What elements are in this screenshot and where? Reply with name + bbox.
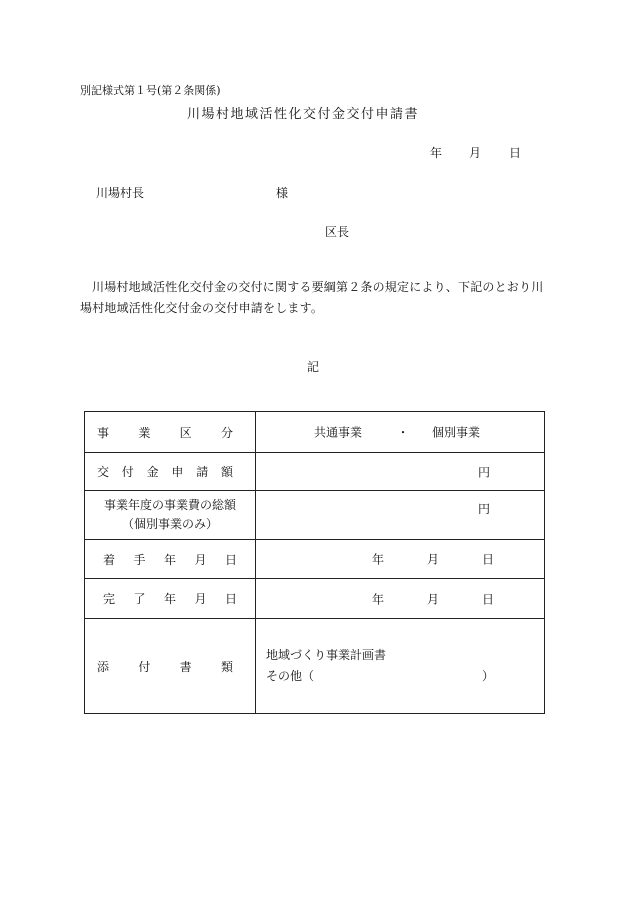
date-day-label: 日 [509,146,522,160]
document-title: 川場村地域活性化交付金交付申請書 [187,107,420,122]
project-category-label: 事 業 区 分 [85,412,256,453]
date-year-label: 年 [430,146,443,160]
attachments-field[interactable] [256,619,545,714]
month-unit: 月 [427,552,440,567]
application-table [84,411,545,714]
attachment-other[interactable]: その他（ ） [266,669,495,683]
option-common-project[interactable]: 共通事業 [314,425,363,440]
option-individual-project[interactable]: 個別事業 [432,425,481,440]
completion-date-field[interactable] [256,579,545,619]
attachments-label: 添 付 書 類 [85,619,256,714]
form-number: 別記様式第１号(第２条関係) [80,84,221,97]
table-row [85,412,545,453]
honorific: 様 [276,186,289,200]
table-row [85,579,545,619]
yen-unit: 円 [477,465,490,479]
project-category-options[interactable] [256,412,545,453]
month-unit: 月 [427,592,440,606]
total-cost-label: 事業年度の事業費の総額 （個別事業のみ） [85,491,256,540]
year-unit: 年 [372,552,385,567]
day-unit: 日 [482,552,495,567]
start-date-field[interactable] [256,540,545,579]
attachment-plan: 地域づくり事業計画書 [266,648,387,662]
start-date-label: 着 手 年 月 日 [85,540,256,579]
body-paragraph: 川場村地域活性化交付金の交付に関する要綱第２条の規定により、下記のとおり川場村地域活性化交付金の交付申請をします。 [80,280,544,315]
grant-amount-field[interactable] [256,453,545,491]
applicant-title: 区長 [325,225,350,239]
total-cost-field[interactable] [256,491,545,540]
yen-unit: 円 [477,502,490,516]
addressee: 川場村長 [96,186,145,200]
grant-amount-label: 交 付 金 申 請 額 [85,453,256,491]
table-row [85,491,545,540]
ki-heading: 記 [307,360,320,374]
option-separator: ・ [397,425,410,440]
year-unit: 年 [372,592,385,606]
day-unit: 日 [482,592,495,606]
completion-date-label: 完 了 年 月 日 [85,579,256,619]
date-month-label: 月 [469,146,482,160]
table-row [85,619,545,714]
table-row [85,453,545,491]
table-row [85,540,545,579]
